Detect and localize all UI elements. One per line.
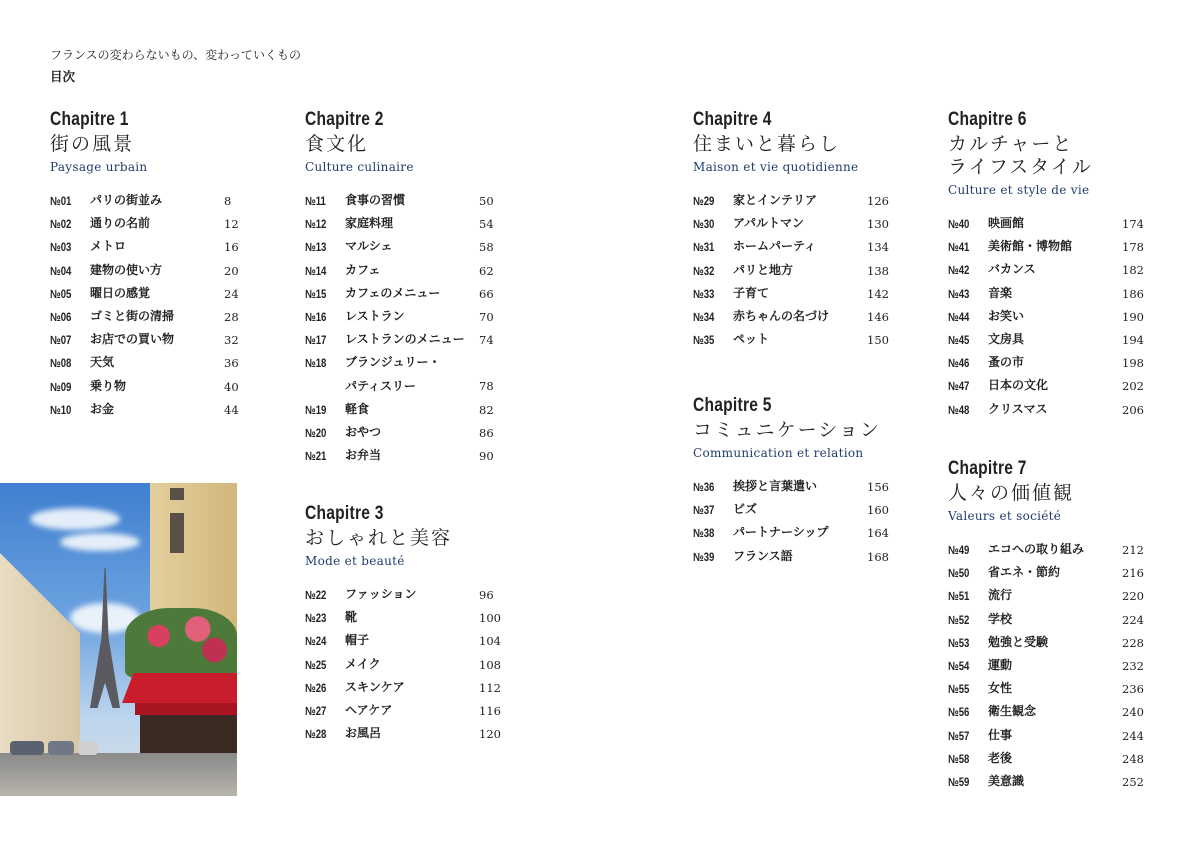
chapter-title-fr: Mode et beauté: [305, 554, 405, 568]
entry-number: №11: [305, 194, 326, 208]
chapter-heading: Chapitre 2: [305, 109, 384, 130]
entry-page: 32: [224, 333, 239, 348]
entry-number: №06: [50, 309, 72, 324]
chapter-heading: Chapitre 7: [948, 458, 1027, 479]
chapter-heading: Chapitre 1: [50, 109, 129, 130]
entry-title: フランス語: [733, 548, 793, 563]
chapter-6: [948, 108, 1148, 423]
entry-number: №16: [305, 309, 327, 324]
paris-street-photo: [0, 483, 237, 796]
entry-page: 156: [867, 480, 889, 494]
entry-title: アパルトマン: [733, 216, 805, 231]
entry-number: №31: [693, 240, 715, 255]
chapter-3: [305, 502, 505, 747]
entry-title: 美意識: [988, 773, 1025, 788]
entry-number: №34: [693, 309, 715, 324]
entry-number: №13: [305, 240, 327, 255]
entry-title: 美術館・博物館: [988, 239, 1073, 254]
entry-number: №57: [948, 728, 970, 743]
entry-title: カフェ: [345, 262, 381, 277]
building-left: [0, 553, 80, 753]
entry-title: 子育て: [733, 285, 770, 300]
entry-title: 運動: [988, 657, 1013, 672]
entry-title: ペット: [733, 332, 770, 347]
entry-number: №49: [948, 543, 970, 557]
toc-entry[interactable]: [948, 656, 1148, 679]
entry-title: パリと地方: [733, 262, 794, 277]
entry-title: お店での買い物: [90, 332, 175, 347]
entry-page: 20: [224, 263, 239, 278]
entry-page: 178: [1122, 240, 1144, 255]
entry-title: 勉強と受験: [988, 634, 1049, 649]
chapter-title-jp: コミュニケーション: [693, 419, 881, 441]
toc-entry[interactable]: [305, 678, 505, 701]
toc-entry[interactable]: [305, 191, 505, 214]
toc-entry[interactable]: [305, 446, 505, 469]
entry-page: 96: [479, 588, 494, 602]
chapter-heading: Chapitre 4: [693, 109, 772, 130]
chapter-items: [948, 214, 1148, 423]
entry-number: №39: [693, 549, 715, 564]
toc-entry[interactable]: [305, 214, 505, 237]
toc-entry[interactable]: [948, 586, 1148, 609]
entry-number: №05: [50, 286, 72, 301]
toc-entry[interactable]: [948, 307, 1148, 330]
entry-title: 赤ちゃんの名づけ: [733, 308, 830, 323]
chapter-items: [50, 191, 250, 423]
entry-page: 244: [1122, 728, 1144, 743]
entry-page: 100: [479, 611, 501, 626]
entry-number: №48: [948, 402, 970, 417]
toc-entry[interactable]: [50, 377, 250, 400]
chapter-title-fr: Culture culinaire: [305, 160, 414, 174]
entry-page: 212: [1122, 543, 1144, 557]
entry-title: 映画館: [988, 216, 1025, 230]
entry-page: 66: [479, 286, 494, 301]
toc-entry[interactable]: [948, 726, 1148, 749]
entry-number: №44: [948, 309, 970, 324]
entry-page: 252: [1122, 774, 1144, 789]
eiffel-tower: [90, 568, 120, 708]
entry-number: №50: [948, 566, 970, 581]
entry-page: 8: [224, 194, 232, 208]
chapter-7: [948, 457, 1148, 795]
entry-page: 108: [479, 657, 501, 672]
entry-number: №59: [948, 774, 970, 789]
entry-number: №15: [305, 286, 327, 301]
entry-title: 靴: [345, 610, 358, 625]
entry-title: 音楽: [988, 285, 1013, 300]
entry-page: 112: [479, 680, 501, 695]
entry-title: クリスマス: [988, 401, 1048, 416]
flower-boxes: [125, 608, 237, 678]
toc-entry[interactable]: [948, 772, 1148, 795]
entry-page: 90: [479, 449, 494, 464]
entry-title: レストラン: [345, 308, 405, 323]
toc-entry[interactable]: [50, 284, 250, 307]
toc-entry[interactable]: [50, 353, 250, 376]
entry-page: 24: [224, 286, 239, 301]
toc-entry[interactable]: [948, 563, 1148, 586]
chapter-heading: Chapitre 5: [693, 395, 772, 416]
entry-page: 120: [479, 727, 501, 742]
entry-title: お風呂: [345, 726, 382, 741]
entry-number: №56: [948, 705, 970, 720]
entry-number: №14: [305, 263, 327, 278]
toc-entry[interactable]: [948, 353, 1148, 376]
entry-number: №19: [305, 402, 327, 417]
entry-number: №17: [305, 333, 327, 348]
entry-page: 78: [479, 379, 494, 394]
entry-number: №09: [50, 379, 72, 394]
entry-number: №52: [948, 612, 970, 627]
entry-title: 家庭料理: [345, 216, 394, 231]
entry-number: №41: [948, 240, 970, 255]
entry-number: №10: [50, 402, 72, 417]
entry-title: 軽食: [345, 401, 370, 416]
toc-entry[interactable]: [693, 191, 893, 214]
toc-entry[interactable]: [693, 237, 893, 260]
entry-title: 仕事: [988, 727, 1013, 742]
entry-number: №03: [50, 240, 72, 255]
toc-entry[interactable]: [305, 631, 505, 654]
entry-number: №02: [50, 217, 72, 232]
entry-number: №40: [948, 217, 970, 231]
entry-title: 学校: [988, 611, 1013, 626]
entry-number: №36: [693, 480, 715, 494]
entry-page: 116: [479, 703, 501, 718]
toc-entry[interactable]: [948, 284, 1148, 307]
entry-number: №22: [305, 588, 327, 602]
toc-entry[interactable]: [305, 423, 505, 446]
entry-title: 挨拶と言葉遣い: [733, 479, 818, 493]
entry-page: 82: [479, 402, 494, 417]
toc-entry[interactable]: [948, 633, 1148, 656]
chapter-title-jp: カルチャーと ライフスタイル: [948, 133, 1093, 178]
toc-entry[interactable]: [693, 523, 893, 546]
entry-page: 240: [1122, 705, 1144, 720]
entry-number: №25: [305, 657, 327, 672]
entry-number: №28: [305, 727, 327, 742]
entry-number: №07: [50, 333, 72, 348]
entry-title: メトロ: [90, 239, 127, 254]
chapter-title-jp: 食文化: [305, 133, 369, 155]
toc-entry[interactable]: [948, 400, 1148, 423]
entry-number: №21: [305, 449, 327, 464]
entry-title: ブランジュリー・ パティスリー: [345, 355, 441, 393]
entry-title: お金: [90, 401, 115, 416]
entry-page: 182: [1122, 263, 1144, 278]
toc-entry[interactable]: [693, 330, 893, 353]
book-title: フランスの変わらないもの、変わっていくもの: [50, 48, 302, 62]
toc-entry[interactable]: [948, 749, 1148, 772]
entry-page: 224: [1122, 612, 1144, 627]
entry-title: 曜日の感覚: [90, 285, 151, 300]
entry-title: 女性: [988, 681, 1013, 696]
chapter-items: [948, 540, 1148, 795]
entry-number: №24: [305, 634, 327, 649]
entry-page: 160: [867, 503, 889, 518]
entry-page: 62: [479, 263, 494, 278]
toc-entry[interactable]: [305, 655, 505, 678]
chapter-title-fr: Valeurs et société: [948, 509, 1062, 523]
entry-title: 天気: [90, 355, 115, 370]
entry-page: 198: [1122, 356, 1144, 371]
entry-number: №42: [948, 263, 970, 278]
chapter-heading: Chapitre 3: [305, 503, 384, 524]
toc-entry[interactable]: [50, 261, 250, 284]
toc-entry[interactable]: [50, 400, 250, 423]
chapter-4: [693, 108, 893, 353]
entry-page: 190: [1122, 309, 1144, 324]
toc-entry[interactable]: [305, 608, 505, 631]
chapter-title-jp: おしゃれと美容: [305, 527, 453, 549]
entry-title: お弁当: [345, 448, 382, 463]
entry-number: №55: [948, 682, 970, 697]
entry-page: 202: [1122, 379, 1144, 394]
chapter-title-jp: 街の風景: [50, 133, 135, 155]
entry-title: ゴミと街の清掃: [90, 308, 175, 323]
street: [0, 753, 237, 796]
entry-number: №46: [948, 356, 970, 371]
toc-entry[interactable]: [305, 284, 505, 307]
toc-entry[interactable]: [305, 585, 505, 608]
toc-entry[interactable]: [305, 701, 505, 724]
entry-page: 194: [1122, 332, 1144, 347]
entry-title: カフェのメニュー: [345, 285, 441, 300]
toc-entry[interactable]: [50, 237, 250, 260]
toc-entry[interactable]: [693, 261, 893, 284]
entry-number: №47: [948, 379, 970, 394]
toc-entry[interactable]: [305, 330, 505, 353]
entry-page: 70: [479, 309, 494, 324]
entry-page: 228: [1122, 635, 1144, 650]
entry-title: ビズ: [733, 502, 758, 517]
entry-page: 130: [867, 217, 889, 232]
entry-title: 家とインテリア: [733, 193, 818, 207]
entry-title: 帽子: [345, 633, 370, 648]
entry-number: №43: [948, 286, 970, 301]
entry-number: №32: [693, 263, 715, 278]
entry-page: 146: [867, 309, 889, 324]
entry-number: №35: [693, 333, 715, 348]
entry-title: スキンケア: [345, 679, 405, 694]
chapter-items: [305, 585, 505, 747]
entry-page: 186: [1122, 286, 1144, 301]
toc-entry[interactable]: [948, 540, 1148, 563]
chapter-items: [305, 191, 505, 469]
chapter-title-fr: Paysage urbain: [50, 160, 148, 174]
entry-page: 40: [224, 379, 239, 394]
toc-entry[interactable]: [305, 237, 505, 260]
entry-title: パートナーシップ: [733, 525, 829, 540]
toc-entry[interactable]: [693, 214, 893, 237]
chapter-2: [305, 108, 505, 469]
toc-entry[interactable]: [948, 610, 1148, 633]
entry-title: ヘアケア: [345, 702, 393, 717]
entry-title: 食事の習慣: [345, 193, 406, 207]
entry-number: №26: [305, 680, 327, 695]
entry-page: 216: [1122, 566, 1144, 581]
entry-number: №54: [948, 658, 970, 673]
entry-page: 16: [224, 240, 239, 255]
chapter-title-fr: Communication et relation: [693, 446, 864, 460]
entry-title: おやつ: [345, 424, 382, 439]
toc-entry[interactable]: [693, 547, 893, 570]
entry-page: 248: [1122, 751, 1144, 766]
entry-title: 日本の文化: [988, 378, 1049, 393]
chapter-5: [693, 394, 893, 570]
toc-entry[interactable]: [50, 214, 250, 237]
entry-title: パリの街並み: [90, 193, 163, 207]
entry-number: №58: [948, 751, 970, 766]
chapter-items: [693, 477, 893, 570]
entry-page: 168: [867, 549, 889, 564]
toc-entry[interactable]: [693, 477, 893, 500]
entry-title: お笑い: [988, 308, 1025, 323]
entry-title: 通りの名前: [90, 216, 151, 231]
entry-page: 174: [1122, 217, 1144, 231]
entry-page: 12: [224, 217, 239, 232]
entry-title: 建物の使い方: [90, 262, 163, 277]
entry-page: 150: [867, 333, 889, 348]
entry-page: 74: [479, 333, 494, 348]
entry-number: №53: [948, 635, 970, 650]
entry-number: №04: [50, 263, 72, 278]
entry-page: 86: [479, 425, 494, 440]
entry-page: 54: [479, 217, 494, 232]
toc-entry[interactable]: [948, 702, 1148, 725]
entry-title: 省エネ・節約: [988, 565, 1061, 580]
entry-page: 236: [1122, 682, 1144, 697]
entry-page: 126: [867, 194, 889, 208]
entry-number: №08: [50, 356, 72, 371]
toc-entry[interactable]: [948, 330, 1148, 353]
toc-entry[interactable]: [948, 214, 1148, 237]
entry-number: №51: [948, 589, 970, 604]
toc-entry[interactable]: [948, 376, 1148, 399]
entry-title: 乗り物: [90, 378, 127, 393]
chapter-title-jp: 人々の価値観: [948, 482, 1075, 504]
entry-title: マルシェ: [345, 239, 393, 254]
toc-entry[interactable]: [948, 679, 1148, 702]
toc-entry[interactable]: [305, 261, 505, 284]
entry-number: №38: [693, 526, 715, 541]
toc-entry[interactable]: [948, 260, 1148, 283]
toc-entry[interactable]: [693, 284, 893, 307]
entry-title: レストランのメニュー: [345, 332, 465, 347]
entry-page: 220: [1122, 589, 1144, 604]
toc-entry[interactable]: [693, 500, 893, 523]
entry-page: 104: [479, 634, 501, 649]
toc-heading: 目次: [50, 69, 76, 84]
entry-page: 134: [867, 240, 889, 255]
toc-entry[interactable]: [50, 330, 250, 353]
entry-number: №27: [305, 703, 327, 718]
toc-entry[interactable]: [50, 191, 250, 214]
chapter-title-fr: Culture et style de vie: [948, 183, 1090, 197]
entry-page: 142: [867, 286, 889, 301]
entry-number: №01: [50, 194, 72, 208]
toc-entry[interactable]: [50, 307, 250, 330]
entry-number: №33: [693, 286, 715, 301]
entry-number: №29: [693, 194, 715, 208]
entry-title: 蚤の市: [988, 355, 1025, 370]
entry-number: №12: [305, 217, 327, 232]
entry-page: 36: [224, 356, 239, 371]
entry-title: 流行: [988, 588, 1013, 603]
entry-title: 老後: [988, 750, 1013, 765]
entry-page: 232: [1122, 658, 1144, 673]
entry-title: メイク: [345, 656, 381, 671]
toc-entry[interactable]: [305, 724, 505, 747]
toc-entry[interactable]: [305, 353, 505, 399]
toc-entry[interactable]: [305, 400, 505, 423]
entry-title: バカンス: [988, 262, 1036, 277]
chapter-heading: Chapitre 6: [948, 109, 1027, 130]
entry-number: №23: [305, 611, 327, 626]
entry-title: エコへの取り組み: [988, 542, 1085, 556]
entry-title: 文房具: [988, 331, 1025, 346]
entry-number: №20: [305, 425, 327, 440]
entry-page: 50: [479, 194, 494, 208]
entry-title: ホームパーティ: [733, 239, 817, 254]
entry-number: №37: [693, 503, 715, 518]
entry-page: 58: [479, 240, 494, 255]
entry-title: 衛生観念: [988, 704, 1037, 719]
toc-entry[interactable]: [948, 237, 1148, 260]
entry-page: 138: [867, 263, 889, 278]
chapter-title-jp: 住まいと暮らし: [693, 133, 841, 155]
chapter-items: [693, 191, 893, 353]
entry-title: ファッション: [345, 587, 417, 601]
entry-page: 164: [867, 526, 889, 541]
entry-number: №45: [948, 332, 970, 347]
entry-page: 28: [224, 309, 239, 324]
entry-number: №30: [693, 217, 715, 232]
toc-entry[interactable]: [693, 307, 893, 330]
entry-number: №18: [305, 356, 327, 371]
chapter-1: [50, 108, 250, 423]
entry-page: 44: [224, 402, 239, 417]
entry-page: 206: [1122, 402, 1144, 417]
chapter-title-fr: Maison et vie quotidienne: [693, 160, 859, 174]
cafe-awning: [122, 673, 237, 703]
toc-entry[interactable]: [305, 307, 505, 330]
